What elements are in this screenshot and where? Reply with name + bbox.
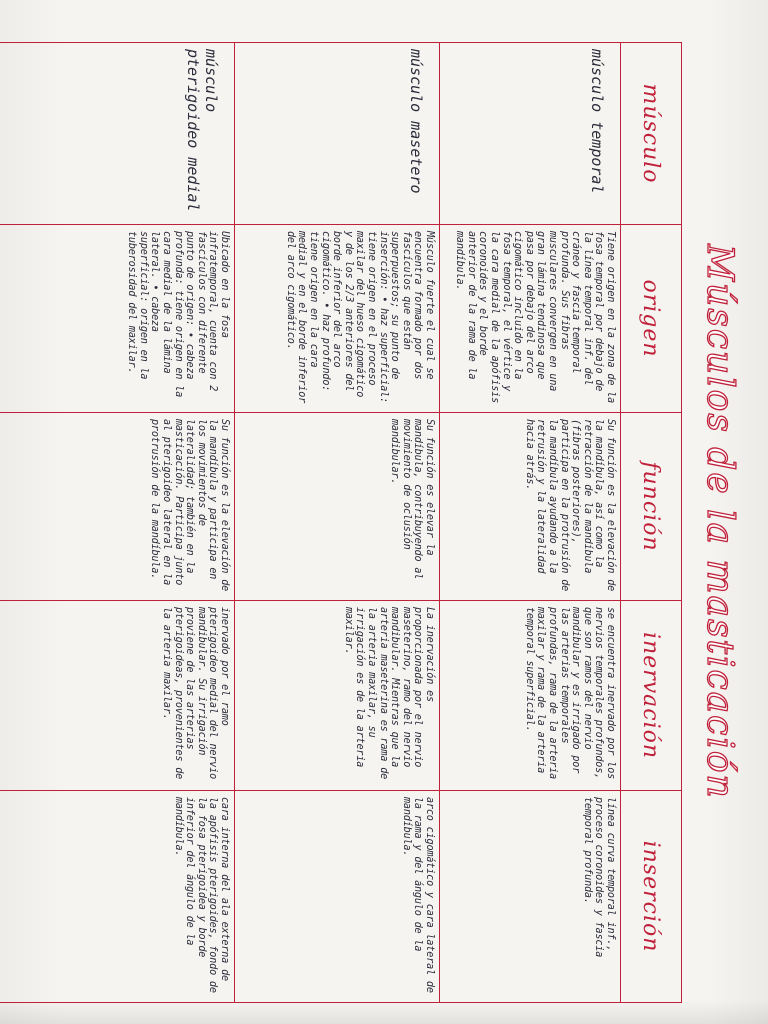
funcion-text: Su función es elevar la mandíbula, contribuyendo al movimiento de oclusión mandibular.	[389, 419, 435, 580]
rotated-page	[27, 42, 742, 1002]
cell-origen	[440, 225, 621, 413]
table-row	[0, 43, 235, 1003]
funcion-text: Su función es la elevación de la mandíbula, así como la retracción de la mandíbula (fibras posteriores), participa en la protrusión de la mandíbula ayudando a la retrusión y la lateralidad hacia atrás.	[523, 419, 616, 592]
origen-text: Ubicado en la fosa infratemporal, cuenta con 2 fascículos con diferente punto de origen: • cabeza profunda: tiene origen en la cara medial de la lámina lateral. • cabeza superficial: origen en la tuberosidad del maxilar.	[126, 231, 230, 398]
inervacion-text: inervado por el ramo pterigoideo medial del nervio mandibular. Su irrigación proviene de las arterias pterigoideas, provenientes de la arteria maxilar.	[161, 607, 230, 780]
cell-funcion	[440, 413, 621, 601]
header-insercion: inserción	[621, 791, 682, 1003]
insercion-text: arco cigomático y cara lateral de la rama y del ángulo de la mandíbula.	[400, 797, 435, 993]
cell-musculo	[235, 43, 440, 225]
inervacion-text: se encuentra inervado por los nervios temporales profundos, que son ramos del nervio mandibular y es irrigado por las arterias temporales profundas, rama de la arteria maxilar y rama de la arteria temporal superficial.	[523, 607, 616, 780]
funcion-text: Su función es la elevación de la mandíbula y participa en los movimientos de lateralidad; también en la masticación. Participa junto al pterigoideo lateral en la protrusión de la mandíbula.	[149, 419, 230, 592]
page-title: Músculos de la masticación	[699, 244, 740, 800]
cell-insercion	[235, 791, 440, 1003]
table-row	[235, 43, 440, 1003]
origen-text: Tiene origen en la zona de la fosa temporal por debajo de la línea temporal inf. del cráneo y fascia temporal profunda. Sus fibras musculares convergen en una gran lámina tendinosa que pasa por debajo del arco cigomático incluido en la fosa temporal, el vértice y la cara medial de la apófisis coronoides y el borde anterior de la rama de la mandíbula.	[454, 231, 616, 404]
muscle-name: músculo pterigoideo medial	[184, 49, 220, 212]
header-inervacion: inervación	[621, 601, 682, 791]
insercion-text: cara interna del ala externa de la apófisis pterigoides, fondo de la fosa pterigoidea y borde inferior del ángulo de la mandíbula.	[172, 797, 230, 993]
paper-shadow	[0, 1000, 768, 1024]
muscles-table	[0, 42, 682, 1003]
cell-insercion	[440, 791, 621, 1003]
inervacion-text: La inervación es proporcionada por el nervio maseterino, ramo del nervio mandibular. Mientras que la arteria maseterina es rama de la arteria maxilar, su irrigación es de la arteria maxilar.	[342, 607, 435, 780]
muscle-name: músculo masetero	[407, 49, 425, 194]
header-musculo: músculo	[621, 43, 682, 225]
cell-insercion	[0, 791, 235, 1003]
cell-inervacion	[440, 601, 621, 791]
muscle-name: músculo temporal	[588, 49, 606, 194]
cell-musculo	[0, 43, 235, 225]
table-header-row	[621, 43, 682, 1003]
cell-inervacion	[0, 601, 235, 791]
table-row	[440, 43, 621, 1003]
cell-origen	[235, 225, 440, 413]
cell-funcion	[235, 413, 440, 601]
header-origen: origen	[621, 225, 682, 413]
cell-inervacion	[235, 601, 440, 791]
cell-funcion	[0, 413, 235, 601]
header-funcion: función	[621, 413, 682, 601]
insercion-text: línea curva temporal inf., proceso coronoides y fascia temporal profunda.	[581, 797, 616, 958]
origen-text: Músculo fuerte el cual se encuentra formado por dos fascículos que están superpuestos; su punto de inserción: • haz superficial: tiene origen en el proceso maxilar del hueso cigomático y de los 2/3 anteriores del borde inferior del arco cigomático. • haz profundo: tiene origen en la cara medial y en el borde inferior del arco cigomático.	[284, 231, 435, 404]
cell-musculo	[440, 43, 621, 225]
cell-origen	[0, 225, 235, 413]
